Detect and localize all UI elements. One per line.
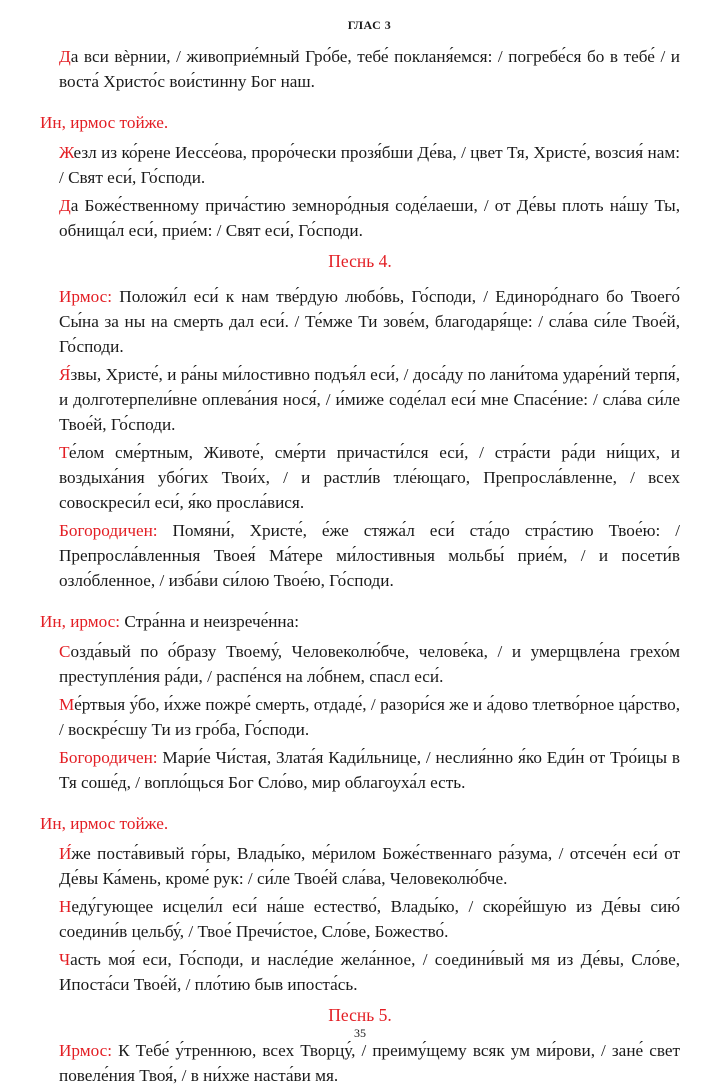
red-initial: Н [59,897,72,916]
ode-heading: Песнь 5. [328,1005,392,1025]
paragraph [59,140,680,190]
paragraph [59,745,680,795]
rubric-heading: Ин, ирмос тойже. [40,113,169,132]
page-number: 35 [354,1026,366,1040]
red-initial: И́ [59,844,72,863]
paragraph-text: е́ртвыя у́бо, и́хже пожре́ смерть, отдаде́, / разори́ся же и а́дово тлетво́рное ца́рство, / воскре́сшу Ти из гро́ба, Го́споди. [59,695,680,739]
red-initial: Я́ [59,365,71,384]
paragraph [59,193,680,243]
red-initial: Т [59,443,69,462]
paragraph-text: Помяни́, Христе́, е́же стяжа́л еси́ ста́до стра́стию Твое́ю: / Препросла́вленныя Твоея́ Ма́тере ми́лостивныя мольбы́ прие́м, / и посети́в озло́бленное, / изба́ви си́лою Твое́ю, Го́споди. [59,521,680,590]
paragraph-text: езл из ко́рене Иессе́ова, проро́чески прозя́бши Де́ва, / цвет Тя, Христе́, возсия́ нам: / Свят еси́, Го́споди. [59,143,680,187]
red-initial: Ч [59,950,71,969]
paragraph-text: а вси вѐрнии, / живоприе́мный Гро́бе, тебе́ покланя́емся: / погребе́ся бо в тебе́ / и воста́ Христо́с вои́стинну Бог наш. [59,47,680,91]
rubric-heading: Ин, ирмос тойже. [40,814,169,833]
paragraph [59,692,680,742]
paragraph [59,894,680,944]
red-initial: Ж [59,143,74,162]
red-initial: Д [59,196,71,215]
paragraph [59,1038,680,1088]
paragraph-text: е́лом сме́ртным, Животе́, сме́рти причасти́лся еси́, / стра́сти ра́ди ни́щих, и воздыха́ния убо́гих Твои́х, / и растли́в тле́ющаго, Препросла́вленне, / всех совоскреси́л еси́, я́ко просла́вися. [59,443,680,512]
rubric-heading-label: Ин, ирмос: [40,612,121,631]
paragraph [59,44,680,94]
paragraph-text: Положи́л еси́ к нам тве́рдую любо́вь, Го́споди, / Единоро́днаго бо Твоего́ Сы́на за ны на смерть дал еси́. / Те́мже Ти зове́м, благодаря́ще: / сла́ва си́ле Твое́й, Го́споди. [59,287,680,356]
paragraph-text: Мари́е Чи́стая, Злата́я Кади́льнице, / неслия́нно я́ко Еди́н от Тро́ицы в Тя соше́д, / вопло́щься Бог Сло́во, мир облагоуха́л есть. [59,748,680,792]
rubric-heading-rest: Стра́нна и неизрече́нна: [120,612,300,631]
rubric-label: Богородичен: [59,748,158,767]
red-initial: Д [59,47,71,66]
rubric-heading [40,609,680,634]
paragraph [59,518,680,593]
page-content [40,44,680,1088]
running-head: ГЛАС 3 [347,18,392,32]
paragraph [59,841,680,891]
paragraph [59,440,680,515]
paragraph [59,947,680,997]
paragraph-text: а Боже́ственному прича́стию земноро́дныя соде́лаеши, / от Де́вы плоть на́шу Ты, обнища́л еси́, прие́м: / Свят еси́, Го́споди. [59,196,680,240]
rubric-label: Ирмос: [59,1041,113,1060]
paragraph-text: звы, Христе́, и ра́ны ми́лостивно подъя́л еси́, / доса́ду по лани́тома ударе́ний терпя́, и долготерпели́вне оплева́ния нося́, / и́миже соде́лал еси́ мне Спасе́ние: / сла́ва си́ле Твое́й, Го́споди. [59,365,680,434]
paragraph-text: озда́вый по о́бразу Твоему́, Человеколю́бче, челове́ка, / и умерщвле́на грехо́м преступле́ния ра́ди, / распе́нся на ло́бнем, спасл еси́. [59,642,680,686]
paragraph-text: К Тебе́ у́треннюю, всех Творцу́, / преиму́щему всяк ум ми́рови, / зане́ свет повеле́ния Твоя́, / в ни́хже наста́ви мя. [59,1041,680,1085]
paragraph-text: же поста́вивый го́ры, Влады́ко, ме́рилом Боже́ственнаго ра́зума, / отсече́н еси́ от Де́вы Ка́мень, кроме́ рук: / си́ле Твое́й сла́ва, Человеколю́бче. [59,844,680,888]
paragraph [59,639,680,689]
paragraph [59,284,680,359]
rubric-label: Ирмос: [59,287,113,306]
rubric-label: Богородичен: [59,521,158,540]
paragraph-text: еду́гующее исцели́л еси́ на́ше естество́, Влады́ко, / скоре́йшую из Де́вы сию́ соедини́в цельбу́, / Твое́ Пречи́стое, Сло́ве, Божество́. [59,897,680,941]
red-initial: М [59,695,75,714]
paragraph-text: асть моя́ еси, Го́споди, и насле́дие жела́нное, / соедини́вый мя из Де́вы, Сло́ве, Ипоста́си Твое́й, / пло́тию быв ипоста́сь. [59,950,680,994]
red-initial: С [59,642,71,661]
paragraph [59,362,680,437]
ode-heading: Песнь 4. [328,251,392,271]
